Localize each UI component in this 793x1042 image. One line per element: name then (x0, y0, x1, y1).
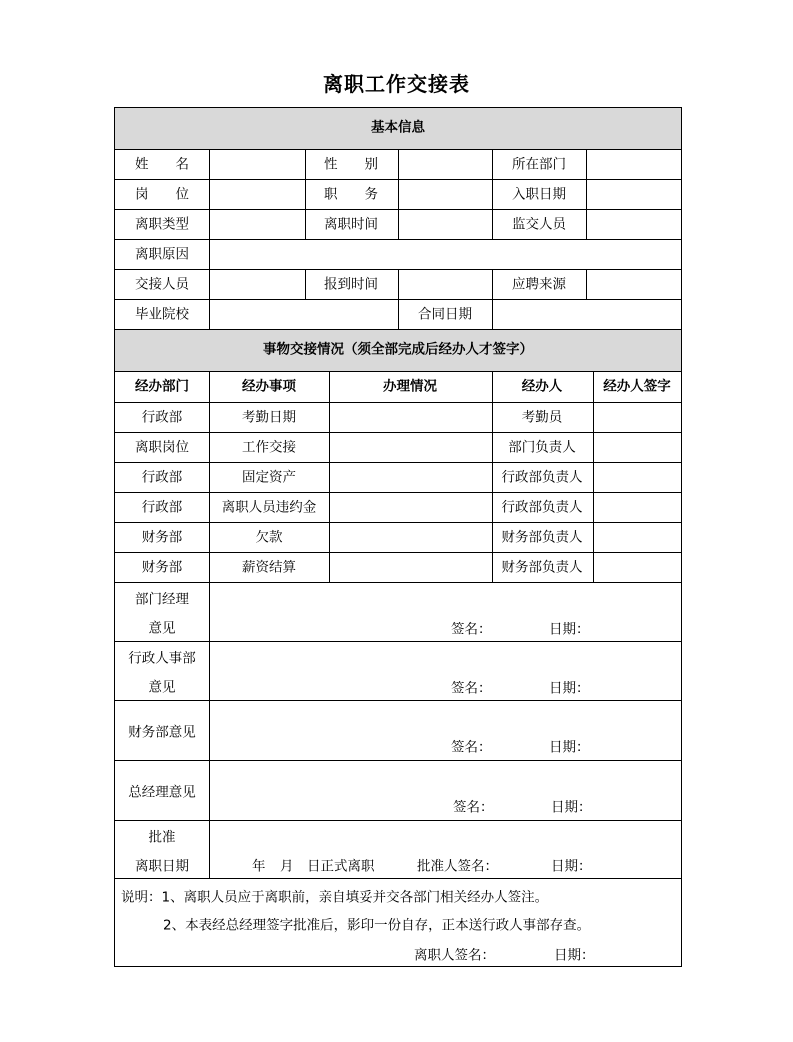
hr-opinion-label: 行政人事部 (128, 650, 196, 667)
row-handler: 考勤员 (521, 409, 563, 426)
date-label: 日期： (554, 947, 595, 964)
col-line (492, 149, 493, 239)
row-line (115, 820, 681, 821)
date-label: 日期： (549, 739, 590, 756)
approver-signature-label: 批准人签名： (417, 858, 498, 875)
date-label: 日期： (549, 680, 590, 697)
month-label: 月 (280, 858, 294, 875)
col-header-status: 办理情况 (383, 378, 437, 395)
row-dept: 行政部 (141, 499, 183, 516)
resignee-signature-label: 离职人签名： (414, 947, 495, 964)
official-leave-label: 日正式离职 (307, 858, 375, 875)
hr-opinion-label: 意见 (148, 679, 176, 696)
leave-reason-label: 离职原因 (135, 246, 189, 263)
leave-type-label: 离职类型 (135, 216, 189, 233)
row-handler: 部门负责人 (508, 439, 576, 456)
col-line (492, 269, 493, 329)
signature-label: 签名： (451, 621, 492, 638)
supervisor-label: 监交人员 (512, 216, 566, 233)
approval-label: 离职日期 (135, 858, 189, 875)
row-line (115, 371, 681, 372)
row-line (115, 700, 681, 701)
col-line (492, 371, 493, 582)
entry-date-label: 入职日期 (512, 186, 566, 203)
note-line-1: 说明：1、离职人员应于离职前，亲自填妥并交各部门相关经办人签注。 (121, 889, 549, 906)
col-line (398, 269, 399, 329)
row-dept: 行政部 (141, 469, 183, 486)
note-line-2: 2、本表经总经理签字批准后，影印一份自存，正本送行政人事部存查。 (163, 917, 591, 934)
report-time-label: 报到时间 (324, 276, 378, 293)
row-line (115, 878, 681, 879)
row-line (115, 329, 681, 330)
page-title: 离职工作交接表 (323, 72, 470, 96)
row-dept: 行政部 (141, 409, 183, 426)
approval-label: 批准 (148, 829, 176, 846)
dept-mgr-opinion-label: 部门经理 (135, 591, 189, 608)
row-line (115, 522, 681, 523)
col-header-dept: 经办部门 (135, 378, 189, 395)
row-item: 欠款 (255, 529, 283, 546)
basic-info-header: 基本信息 (371, 119, 425, 136)
row-item: 固定资产 (242, 469, 296, 486)
date-label: 日期： (549, 621, 590, 638)
row-dept: 财务部 (141, 559, 183, 576)
col-line (305, 149, 306, 239)
col-line (209, 149, 210, 329)
dept-mgr-opinion-label: 意见 (148, 620, 176, 637)
col-line (593, 371, 594, 582)
row-item: 考勤日期 (242, 409, 296, 426)
recruit-source-label: 应聘来源 (512, 276, 566, 293)
row-line (115, 760, 681, 761)
row-item: 薪资结算 (242, 559, 296, 576)
signature-label: 签名： (451, 739, 492, 756)
row-line (115, 582, 681, 583)
contract-date-label: 合同日期 (418, 306, 472, 323)
row-line (115, 432, 681, 433)
col-header-sign: 经办人签字 (603, 378, 671, 395)
year-label: 年 (252, 858, 266, 875)
school-label: 毕业院校 (135, 306, 189, 323)
name-label: 姓 名 (135, 156, 189, 173)
row-handler: 财务部负责人 (501, 529, 583, 546)
col-line (586, 149, 587, 239)
gm-opinion-label: 总经理意见 (128, 784, 196, 801)
row-handler: 财务部负责人 (501, 559, 583, 576)
col-line (329, 371, 330, 582)
row-item: 离职人员违约金 (221, 499, 317, 516)
row-line (115, 492, 681, 493)
gender-label: 性 别 (324, 156, 378, 173)
date-label: 日期： (551, 799, 592, 816)
handover-form (114, 107, 682, 967)
row-line (115, 552, 681, 553)
col-header-item: 经办事项 (242, 378, 296, 395)
col-line (305, 269, 306, 299)
signature-label: 签名： (451, 680, 492, 697)
row-line (115, 462, 681, 463)
handover-header: 事物交接情况（须全部完成后经办人才签字） (263, 341, 533, 358)
post-label: 岗 位 (135, 186, 189, 203)
row-line (115, 239, 681, 240)
row-item: 工作交接 (242, 439, 296, 456)
col-line (209, 371, 210, 582)
row-dept: 离职岗位 (135, 439, 189, 456)
col-line (398, 149, 399, 239)
dept-label: 所在部门 (512, 156, 566, 173)
date-label: 日期： (551, 858, 592, 875)
row-line (115, 641, 681, 642)
leave-time-label: 离职时间 (324, 216, 378, 233)
handover-person-label: 交接人员 (135, 276, 189, 293)
duty-label: 职 务 (324, 186, 378, 203)
col-line (586, 269, 587, 299)
row-handler: 行政部负责人 (501, 499, 583, 516)
signature-label: 签名： (453, 799, 494, 816)
row-dept: 财务部 (141, 529, 183, 546)
row-handler: 行政部负责人 (501, 469, 583, 486)
col-header-handler: 经办人 (521, 378, 563, 395)
finance-opinion-label: 财务部意见 (128, 724, 196, 741)
row-line (115, 402, 681, 403)
col-line (209, 582, 210, 878)
